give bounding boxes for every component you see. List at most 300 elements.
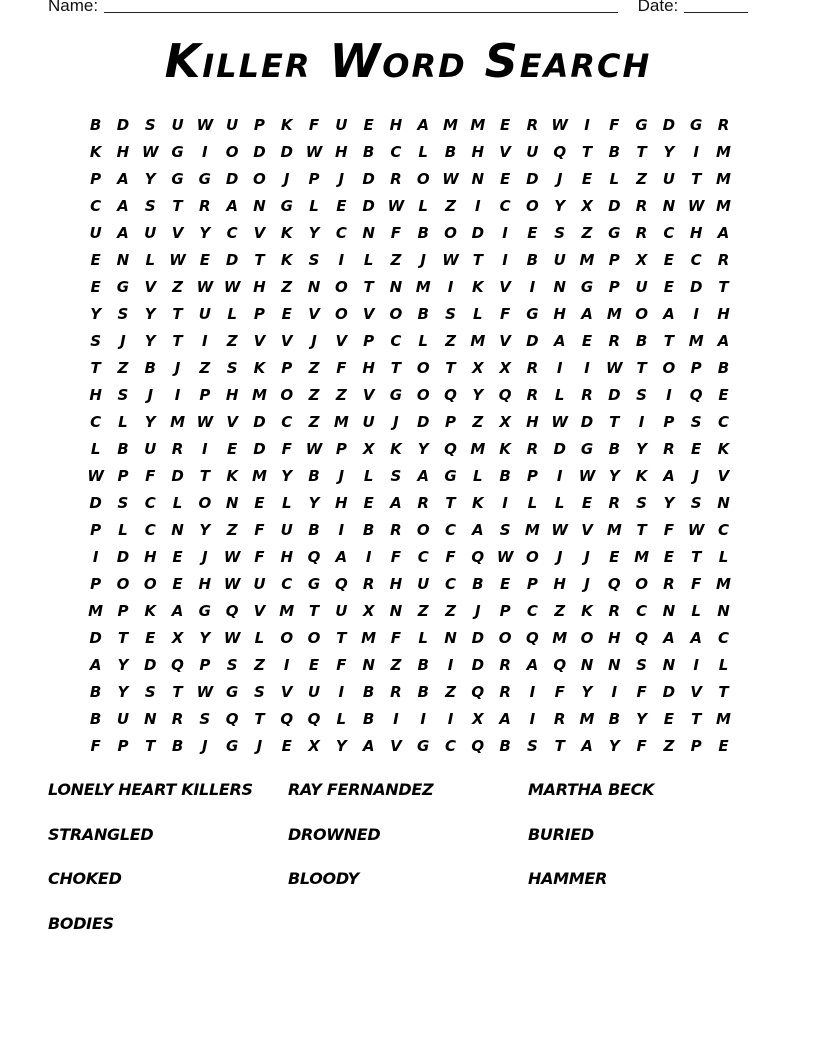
grid-cell[interactable]: V bbox=[499, 143, 511, 161]
grid-cell[interactable]: I bbox=[283, 656, 290, 674]
grid-cell[interactable]: W bbox=[223, 629, 241, 647]
grid-cell[interactable]: T bbox=[691, 170, 702, 188]
grid-cell[interactable]: F bbox=[145, 467, 156, 485]
grid-cell[interactable]: T bbox=[336, 629, 347, 647]
grid-cell[interactable]: S bbox=[554, 224, 566, 242]
grid-cell[interactable]: N bbox=[553, 278, 566, 296]
grid-cell[interactable]: M bbox=[716, 170, 731, 188]
grid-cell[interactable]: D bbox=[253, 440, 266, 458]
grid-cell[interactable]: K bbox=[390, 440, 402, 458]
grid-cell[interactable]: P bbox=[117, 467, 129, 485]
grid-cell[interactable]: A bbox=[171, 602, 184, 620]
grid-cell[interactable]: W bbox=[606, 359, 623, 377]
grid-cell[interactable]: D bbox=[526, 332, 539, 350]
grid-cell[interactable]: U bbox=[662, 170, 675, 188]
grid-cell[interactable]: U bbox=[553, 251, 566, 269]
grid-cell[interactable]: U bbox=[335, 116, 348, 134]
grid-cell[interactable]: P bbox=[526, 467, 538, 485]
grid-cell[interactable]: M bbox=[716, 575, 731, 593]
grid-cell[interactable]: M bbox=[361, 629, 377, 647]
grid-cell[interactable]: D bbox=[416, 413, 430, 431]
grid-cell[interactable]: K bbox=[581, 602, 593, 620]
grid-cell[interactable]: S bbox=[144, 116, 156, 134]
grid-cell[interactable]: H bbox=[526, 413, 539, 431]
grid-cell[interactable]: O bbox=[307, 629, 321, 647]
grid-cell[interactable]: Y bbox=[472, 386, 484, 404]
grid-cell[interactable]: E bbox=[172, 575, 183, 593]
grid-cell[interactable]: D bbox=[225, 170, 239, 188]
grid-cell[interactable]: I bbox=[420, 710, 426, 728]
grid-cell[interactable]: H bbox=[253, 278, 266, 296]
grid-cell[interactable]: H bbox=[280, 548, 293, 566]
grid-cell[interactable]: R bbox=[499, 656, 511, 674]
grid-cell[interactable]: L bbox=[418, 332, 428, 350]
grid-cell[interactable]: H bbox=[608, 629, 621, 647]
grid-cell[interactable]: S bbox=[144, 197, 156, 215]
grid-cell[interactable]: P bbox=[445, 413, 456, 431]
grid-cell[interactable]: L bbox=[418, 197, 428, 215]
grid-cell[interactable]: X bbox=[499, 413, 511, 431]
grid-cell[interactable]: B bbox=[444, 143, 457, 161]
grid-cell[interactable]: O bbox=[444, 224, 457, 242]
grid-cell[interactable]: S bbox=[117, 494, 129, 512]
grid-cell[interactable]: T bbox=[172, 332, 183, 350]
grid-cell[interactable]: U bbox=[417, 575, 430, 593]
grid-cell[interactable]: U bbox=[362, 413, 375, 431]
grid-cell[interactable]: E bbox=[363, 116, 374, 134]
grid-cell[interactable]: Y bbox=[144, 332, 156, 350]
grid-cell[interactable]: U bbox=[89, 224, 102, 242]
grid-cell[interactable]: B bbox=[89, 710, 102, 728]
grid-cell[interactable]: W bbox=[578, 467, 596, 485]
grid-cell[interactable]: X bbox=[581, 197, 593, 215]
grid-cell[interactable]: I bbox=[202, 332, 208, 350]
grid-cell[interactable]: L bbox=[718, 656, 729, 674]
grid-cell[interactable]: W bbox=[496, 548, 514, 566]
grid-cell[interactable]: P bbox=[253, 116, 265, 134]
grid-cell[interactable]: Q bbox=[171, 656, 184, 674]
grid-cell[interactable]: N bbox=[143, 710, 157, 728]
grid-cell[interactable]: Q bbox=[498, 386, 512, 404]
grid-cell[interactable]: P bbox=[117, 602, 129, 620]
grid-cell[interactable]: G bbox=[389, 386, 403, 404]
grid-cell[interactable]: E bbox=[227, 440, 238, 458]
grid-cell[interactable]: I bbox=[338, 251, 345, 269]
grid-cell[interactable]: L bbox=[418, 629, 428, 647]
grid-cell[interactable]: Q bbox=[635, 629, 648, 647]
grid-cell[interactable]: Q bbox=[553, 143, 567, 161]
grid-cell[interactable]: J bbox=[420, 251, 426, 269]
grid-cell[interactable]: L bbox=[473, 467, 483, 485]
grid-cell[interactable]: A bbox=[226, 197, 238, 215]
grid-cell[interactable]: F bbox=[499, 305, 511, 323]
grid-cell[interactable]: M bbox=[606, 521, 622, 539]
grid-cell[interactable]: R bbox=[635, 197, 648, 215]
grid-cell[interactable]: P bbox=[117, 737, 129, 755]
grid-cell[interactable]: P bbox=[363, 332, 375, 350]
grid-cell[interactable]: O bbox=[280, 629, 294, 647]
grid-cell[interactable]: Y bbox=[554, 197, 566, 215]
grid-cell[interactable]: M bbox=[251, 467, 267, 485]
grid-cell[interactable]: Z bbox=[335, 386, 347, 404]
grid-cell[interactable]: Z bbox=[308, 359, 320, 377]
grid-cell[interactable]: C bbox=[390, 143, 402, 161]
grid-cell[interactable]: I bbox=[502, 494, 508, 512]
grid-cell[interactable]: C bbox=[390, 332, 402, 350]
grid-cell[interactable]: O bbox=[416, 386, 430, 404]
grid-cell[interactable]: Y bbox=[608, 737, 620, 755]
grid-cell[interactable]: Y bbox=[144, 305, 156, 323]
grid-cell[interactable]: E bbox=[691, 440, 702, 458]
grid-cell[interactable]: B bbox=[89, 116, 102, 134]
grid-cell[interactable]: E bbox=[663, 278, 674, 296]
grid-cell[interactable]: R bbox=[499, 683, 511, 701]
grid-cell[interactable]: B bbox=[308, 521, 320, 539]
grid-cell[interactable]: R bbox=[526, 440, 539, 458]
grid-cell[interactable]: R bbox=[526, 386, 539, 404]
grid-cell[interactable]: C bbox=[717, 521, 729, 539]
grid-cell[interactable]: E bbox=[90, 278, 101, 296]
grid-cell[interactable]: Q bbox=[689, 386, 703, 404]
grid-cell[interactable]: B bbox=[89, 683, 102, 701]
grid-cell[interactable]: C bbox=[717, 629, 729, 647]
grid-cell[interactable]: I bbox=[502, 224, 508, 242]
grid-cell[interactable]: M bbox=[443, 116, 458, 134]
grid-cell[interactable]: A bbox=[417, 467, 430, 485]
grid-cell[interactable]: X bbox=[362, 602, 375, 620]
grid-cell[interactable]: T bbox=[554, 737, 565, 755]
grid-cell[interactable]: D bbox=[253, 413, 266, 431]
grid-cell[interactable]: B bbox=[417, 683, 429, 701]
grid-cell[interactable]: F bbox=[636, 737, 647, 755]
grid-cell[interactable]: H bbox=[335, 143, 348, 161]
grid-cell[interactable]: W bbox=[87, 467, 104, 485]
grid-cell[interactable]: R bbox=[526, 359, 539, 377]
grid-cell[interactable]: W bbox=[551, 413, 568, 431]
grid-cell[interactable]: W bbox=[196, 683, 214, 701]
grid-cell[interactable]: X bbox=[472, 710, 484, 728]
grid-cell[interactable]: F bbox=[554, 683, 565, 701]
grid-cell[interactable]: A bbox=[663, 305, 675, 323]
grid-cell[interactable]: S bbox=[90, 332, 102, 350]
grid-cell[interactable]: P bbox=[690, 737, 702, 755]
grid-cell[interactable]: I bbox=[202, 440, 208, 458]
grid-cell[interactable]: C bbox=[445, 737, 457, 755]
grid-cell[interactable]: U bbox=[116, 710, 130, 728]
grid-cell[interactable]: F bbox=[445, 548, 456, 566]
grid-cell[interactable]: N bbox=[471, 170, 485, 188]
grid-cell[interactable]: G bbox=[635, 116, 648, 134]
grid-cell[interactable]: F bbox=[281, 440, 292, 458]
grid-cell[interactable]: B bbox=[144, 359, 156, 377]
grid-cell[interactable]: D bbox=[662, 116, 676, 134]
grid-cell[interactable]: I bbox=[529, 683, 536, 701]
grid-cell[interactable]: Y bbox=[308, 494, 320, 512]
grid-cell[interactable]: O bbox=[635, 575, 648, 593]
grid-cell[interactable]: G bbox=[225, 737, 239, 755]
grid-cell[interactable]: K bbox=[471, 278, 484, 296]
grid-cell[interactable]: I bbox=[447, 278, 454, 296]
grid-cell[interactable]: J bbox=[475, 602, 481, 620]
grid-cell[interactable]: U bbox=[253, 575, 266, 593]
grid-cell[interactable]: Y bbox=[308, 224, 320, 242]
grid-cell[interactable]: K bbox=[89, 143, 102, 161]
grid-cell[interactable]: D bbox=[280, 143, 293, 161]
grid-cell[interactable]: P bbox=[499, 602, 511, 620]
grid-cell[interactable]: E bbox=[609, 548, 620, 566]
grid-cell[interactable]: N bbox=[662, 602, 676, 620]
grid-cell[interactable]: E bbox=[581, 494, 593, 512]
grid-cell[interactable]: R bbox=[608, 602, 621, 620]
grid-cell[interactable]: F bbox=[390, 548, 402, 566]
grid-cell[interactable]: E bbox=[581, 170, 593, 188]
grid-cell[interactable]: T bbox=[172, 305, 183, 323]
grid-cell[interactable]: I bbox=[638, 413, 645, 431]
grid-cell[interactable]: D bbox=[471, 224, 485, 242]
grid-cell[interactable]: T bbox=[691, 710, 702, 728]
grid-cell[interactable]: D bbox=[225, 251, 239, 269]
grid-cell[interactable]: A bbox=[472, 521, 484, 539]
grid-cell[interactable]: O bbox=[143, 575, 157, 593]
grid-cell[interactable]: N bbox=[389, 278, 403, 296]
grid-cell[interactable]: T bbox=[172, 683, 183, 701]
grid-cell[interactable]: E bbox=[363, 494, 374, 512]
grid-cell[interactable]: J bbox=[556, 548, 563, 566]
grid-cell[interactable]: U bbox=[144, 440, 157, 458]
grid-cell[interactable]: X bbox=[308, 737, 320, 755]
grid-cell[interactable]: D bbox=[171, 467, 184, 485]
grid-cell[interactable]: X bbox=[472, 359, 484, 377]
grid-cell[interactable]: O bbox=[416, 521, 430, 539]
grid-cell[interactable]: O bbox=[225, 143, 239, 161]
grid-cell[interactable]: F bbox=[308, 116, 320, 134]
grid-cell[interactable]: Z bbox=[390, 251, 402, 269]
grid-cell[interactable]: Y bbox=[417, 440, 429, 458]
grid-cell[interactable]: T bbox=[609, 413, 620, 431]
grid-cell[interactable]: V bbox=[581, 521, 593, 539]
grid-cell[interactable]: B bbox=[362, 143, 375, 161]
grid-cell[interactable]: H bbox=[553, 575, 566, 593]
grid-cell[interactable]: Z bbox=[663, 737, 675, 755]
grid-cell[interactable]: H bbox=[389, 116, 403, 134]
grid-cell[interactable]: N bbox=[608, 656, 621, 674]
grid-cell[interactable]: C bbox=[417, 548, 429, 566]
grid-cell[interactable]: A bbox=[553, 332, 566, 350]
grid-cell[interactable]: Y bbox=[636, 440, 648, 458]
grid-cell[interactable]: J bbox=[338, 467, 345, 485]
grid-cell[interactable]: T bbox=[663, 332, 674, 350]
grid-cell[interactable]: J bbox=[147, 386, 154, 404]
grid-cell[interactable]: O bbox=[416, 170, 430, 188]
grid-cell[interactable]: I bbox=[584, 359, 590, 377]
grid-cell[interactable]: L bbox=[473, 305, 483, 323]
grid-cell[interactable]: I bbox=[365, 548, 372, 566]
grid-cell[interactable]: C bbox=[499, 197, 511, 215]
grid-cell[interactable]: A bbox=[117, 197, 129, 215]
grid-cell[interactable]: C bbox=[144, 521, 156, 539]
grid-cell[interactable]: Z bbox=[445, 197, 456, 215]
grid-cell[interactable]: H bbox=[717, 305, 730, 323]
grid-cell[interactable]: Q bbox=[471, 737, 485, 755]
name-field[interactable] bbox=[104, 0, 618, 13]
grid-cell[interactable]: T bbox=[636, 521, 647, 539]
grid-cell[interactable]: N bbox=[307, 278, 321, 296]
grid-cell[interactable]: X bbox=[635, 251, 648, 269]
grid-cell[interactable]: V bbox=[280, 683, 293, 701]
grid-cell[interactable]: D bbox=[253, 143, 266, 161]
grid-cell[interactable]: Z bbox=[226, 332, 238, 350]
grid-cell[interactable]: L bbox=[118, 413, 128, 431]
grid-cell[interactable]: C bbox=[144, 494, 156, 512]
grid-cell[interactable]: V bbox=[690, 683, 702, 701]
grid-cell[interactable]: S bbox=[499, 521, 511, 539]
grid-cell[interactable]: E bbox=[581, 332, 593, 350]
grid-cell[interactable]: V bbox=[499, 332, 511, 350]
grid-cell[interactable]: X bbox=[499, 359, 511, 377]
grid-cell[interactable]: L bbox=[90, 440, 101, 458]
grid-cell[interactable]: D bbox=[580, 413, 594, 431]
grid-cell[interactable]: U bbox=[635, 278, 648, 296]
grid-cell[interactable]: S bbox=[690, 413, 702, 431]
grid-cell[interactable]: N bbox=[116, 251, 130, 269]
grid-cell[interactable]: C bbox=[636, 602, 648, 620]
grid-cell[interactable]: I bbox=[529, 710, 536, 728]
grid-cell[interactable]: E bbox=[90, 251, 101, 269]
grid-cell[interactable]: J bbox=[584, 548, 590, 566]
grid-cell[interactable]: P bbox=[90, 521, 102, 539]
grid-cell[interactable]: D bbox=[362, 170, 375, 188]
grid-cell[interactable]: A bbox=[335, 548, 348, 566]
grid-cell[interactable]: T bbox=[117, 629, 129, 647]
grid-cell[interactable]: E bbox=[718, 737, 729, 755]
grid-cell[interactable]: L bbox=[254, 629, 265, 647]
grid-cell[interactable]: R bbox=[608, 494, 621, 512]
grid-cell[interactable]: Z bbox=[445, 332, 456, 350]
grid-cell[interactable]: A bbox=[117, 224, 129, 242]
grid-cell[interactable]: T bbox=[718, 683, 729, 701]
grid-cell[interactable]: S bbox=[117, 386, 129, 404]
grid-cell[interactable]: B bbox=[362, 683, 375, 701]
grid-cell[interactable]: A bbox=[663, 629, 675, 647]
grid-cell[interactable]: C bbox=[335, 224, 347, 242]
grid-cell[interactable]: M bbox=[716, 143, 731, 161]
grid-cell[interactable]: N bbox=[717, 602, 730, 620]
grid-cell[interactable]: Y bbox=[281, 467, 293, 485]
grid-cell[interactable]: E bbox=[199, 251, 210, 269]
grid-cell[interactable]: A bbox=[717, 332, 730, 350]
grid-cell[interactable]: E bbox=[663, 548, 674, 566]
grid-cell[interactable]: Y bbox=[144, 413, 156, 431]
grid-cell[interactable]: I bbox=[556, 359, 563, 377]
grid-cell[interactable]: A bbox=[663, 467, 675, 485]
grid-cell[interactable]: P bbox=[90, 575, 102, 593]
grid-cell[interactable]: E bbox=[718, 386, 729, 404]
grid-cell[interactable]: E bbox=[499, 575, 511, 593]
grid-cell[interactable]: D bbox=[608, 386, 621, 404]
grid-cell[interactable]: O bbox=[389, 305, 403, 323]
grid-cell[interactable]: D bbox=[89, 494, 102, 512]
grid-cell[interactable]: L bbox=[227, 305, 237, 323]
grid-cell[interactable]: Y bbox=[199, 629, 211, 647]
grid-cell[interactable]: D bbox=[553, 440, 566, 458]
grid-cell[interactable]: O bbox=[526, 197, 539, 215]
grid-cell[interactable]: I bbox=[393, 710, 399, 728]
grid-cell[interactable]: Z bbox=[253, 656, 265, 674]
grid-cell[interactable]: T bbox=[691, 548, 702, 566]
grid-cell[interactable]: R bbox=[417, 494, 429, 512]
grid-cell[interactable]: T bbox=[636, 143, 647, 161]
grid-cell[interactable]: E bbox=[499, 116, 511, 134]
grid-cell[interactable]: E bbox=[281, 305, 292, 323]
grid-cell[interactable]: R bbox=[663, 575, 675, 593]
grid-cell[interactable]: T bbox=[390, 359, 402, 377]
grid-cell[interactable]: P bbox=[199, 656, 211, 674]
grid-cell[interactable]: N bbox=[580, 656, 594, 674]
grid-cell[interactable]: G bbox=[225, 683, 239, 701]
grid-cell[interactable]: C bbox=[663, 224, 675, 242]
grid-cell[interactable]: A bbox=[390, 494, 402, 512]
grid-cell[interactable]: Z bbox=[199, 359, 211, 377]
grid-cell[interactable]: P bbox=[608, 251, 620, 269]
grid-cell[interactable]: T bbox=[172, 197, 183, 215]
grid-cell[interactable]: Z bbox=[417, 602, 429, 620]
grid-cell[interactable]: K bbox=[280, 251, 293, 269]
grid-cell[interactable]: B bbox=[171, 737, 184, 755]
grid-cell[interactable]: D bbox=[608, 197, 621, 215]
grid-cell[interactable]: V bbox=[717, 467, 730, 485]
grid-cell[interactable]: V bbox=[171, 224, 184, 242]
grid-cell[interactable]: M bbox=[634, 548, 650, 566]
grid-cell[interactable]: P bbox=[526, 575, 538, 593]
grid-cell[interactable]: S bbox=[226, 359, 238, 377]
grid-cell[interactable]: M bbox=[552, 629, 568, 647]
grid-cell[interactable]: S bbox=[636, 656, 647, 674]
grid-cell[interactable]: D bbox=[116, 116, 130, 134]
grid-cell[interactable]: K bbox=[144, 602, 157, 620]
grid-cell[interactable]: N bbox=[717, 494, 730, 512]
grid-cell[interactable]: R bbox=[717, 251, 730, 269]
grid-cell[interactable]: B bbox=[608, 710, 620, 728]
grid-cell[interactable]: N bbox=[253, 197, 266, 215]
grid-cell[interactable]: B bbox=[717, 359, 730, 377]
grid-cell[interactable]: Z bbox=[636, 170, 648, 188]
grid-cell[interactable]: H bbox=[389, 575, 403, 593]
grid-cell[interactable]: H bbox=[362, 359, 375, 377]
grid-cell[interactable]: M bbox=[170, 413, 185, 431]
grid-cell[interactable]: L bbox=[527, 494, 538, 512]
grid-cell[interactable]: I bbox=[447, 710, 454, 728]
grid-cell[interactable]: W bbox=[196, 278, 214, 296]
grid-cell[interactable]: G bbox=[444, 467, 457, 485]
grid-cell[interactable]: G bbox=[198, 170, 211, 188]
grid-cell[interactable]: N bbox=[225, 494, 239, 512]
grid-cell[interactable]: O bbox=[580, 629, 594, 647]
grid-cell[interactable]: S bbox=[390, 467, 402, 485]
grid-cell[interactable]: T bbox=[718, 278, 729, 296]
grid-cell[interactable]: J bbox=[584, 575, 590, 593]
grid-cell[interactable]: J bbox=[202, 548, 208, 566]
grid-cell[interactable]: I bbox=[338, 521, 345, 539]
grid-cell[interactable]: Y bbox=[608, 467, 620, 485]
grid-cell[interactable]: Q bbox=[553, 656, 567, 674]
grid-cell[interactable]: L bbox=[418, 143, 428, 161]
grid-cell[interactable]: M bbox=[688, 332, 704, 350]
grid-cell[interactable]: P bbox=[90, 170, 102, 188]
grid-cell[interactable]: C bbox=[690, 251, 702, 269]
grid-cell[interactable]: V bbox=[362, 386, 375, 404]
grid-cell[interactable]: G bbox=[526, 305, 539, 323]
grid-cell[interactable]: F bbox=[254, 521, 265, 539]
